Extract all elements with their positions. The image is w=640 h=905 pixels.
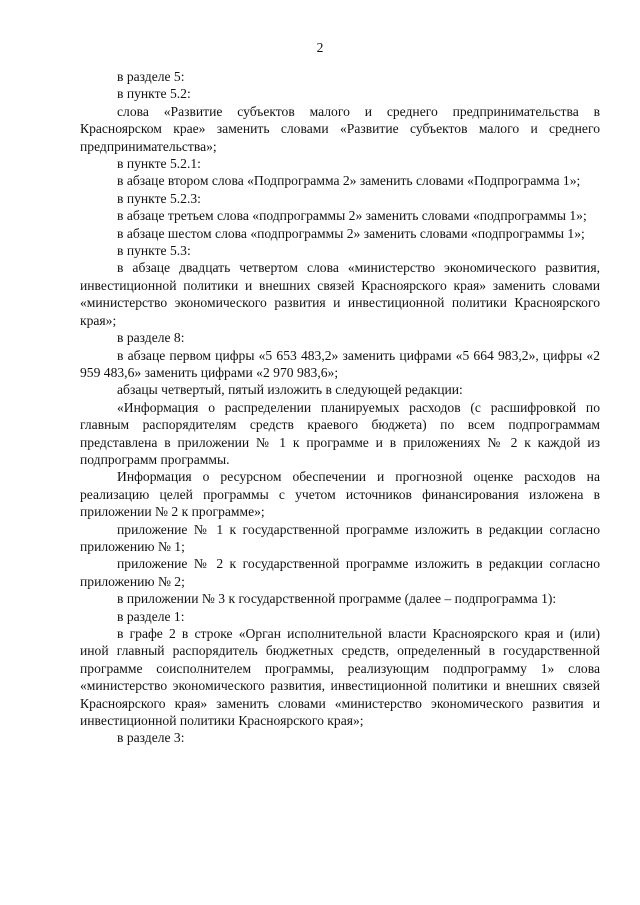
- paragraph-item-5-2-3: в пункте 5.2.3:: [117, 190, 201, 206]
- page-number: 2: [316, 40, 324, 55]
- paragraph-amendment: приложение № 1 к государственной программе изложить в редакции согласно приложению № 1;: [80, 521, 600, 554]
- paragraph-item-5-2: в пункте 5.2:: [117, 86, 191, 102]
- paragraph-section-5: в разделе 5:: [117, 69, 185, 84]
- paragraph-section-1: в разделе 1:: [117, 608, 185, 624]
- paragraph-appendix-3: в приложении № 3 к государственной программе (далее – подпрограмма 1):: [117, 591, 557, 607]
- paragraph-amendment: в абзаце шестом слова «подпрограммы 2» заменить словами «подпрограммы 1»;: [117, 225, 585, 241]
- paragraph-section-3: в разделе 3:: [117, 730, 185, 746]
- paragraph-amendment: в абзаце втором слова «Подпрограмма 2» заменить словами «Подпрограмма 1»;: [117, 173, 581, 189]
- paragraph-amendment: приложение № 2 к государственной программе изложить в редакции согласно приложению № 2;: [80, 556, 600, 589]
- paragraph-item-5-3: в пункте 5.3:: [117, 243, 191, 259]
- paragraph-quoted-text: «Информация о распределении планируемых расходов (с расшифровкой по главным распорядителям средств краевого бюджета) по всем подпрограммам представлена в приложении № 1 к программе и в приложениях № 2 к каждой из подпрограмм программы.: [80, 399, 600, 467]
- paragraph-amendment: в абзаце двадцать четвертом слова «министерство экономического развития, инвестиционной политики и внешних связей Красноярского края» заменить словами «министерство экономического развития и инвестиционной политики Красноярского края»;: [80, 260, 600, 328]
- paragraph-amendment: в абзаце первом цифры «5 653 483,2» заменить цифрами «5 664 983,2», цифры «2 959 483,6» заменить цифрами «2 970 983,6»;: [80, 347, 600, 380]
- paragraph-section-8: в разделе 8:: [117, 330, 185, 346]
- document-body: [80, 68, 600, 747]
- paragraph-amendment: слова «Развитие субъектов малого и среднего предпринимательства в Красноярском крае» заменить словами «Развитие субъектов малого и среднего предпринимательства»;: [80, 103, 600, 154]
- paragraph-amendment: абзацы четвертый, пятый изложить в следующей редакции:: [117, 382, 463, 398]
- paragraph-amendment: в графе 2 в строке «Орган исполнительной власти Красноярского края и (или) иной главный распорядитель бюджетных средств, определенный в государственной программе соисполнителем программы, реализующим подпрограмму 1» слова «министерство экономического развития, инвестиционной политики и внешних связей Красноярского края» заменить словами «министерство экономического развития и инвестиционной политики Красноярского края»;: [80, 626, 600, 729]
- paragraph-quoted-text: Информация о ресурсном обеспечении и прогнозной оценке расходов на реализацию целей программы с учетом источников финансирования изложена в приложении № 2 к программе»;: [80, 469, 600, 520]
- paragraph-item-5-2-1: в пункте 5.2.1:: [117, 156, 201, 172]
- paragraph-amendment: в абзаце третьем слова «подпрограммы 2» заменить словами «подпрограммы 1»;: [117, 208, 587, 224]
